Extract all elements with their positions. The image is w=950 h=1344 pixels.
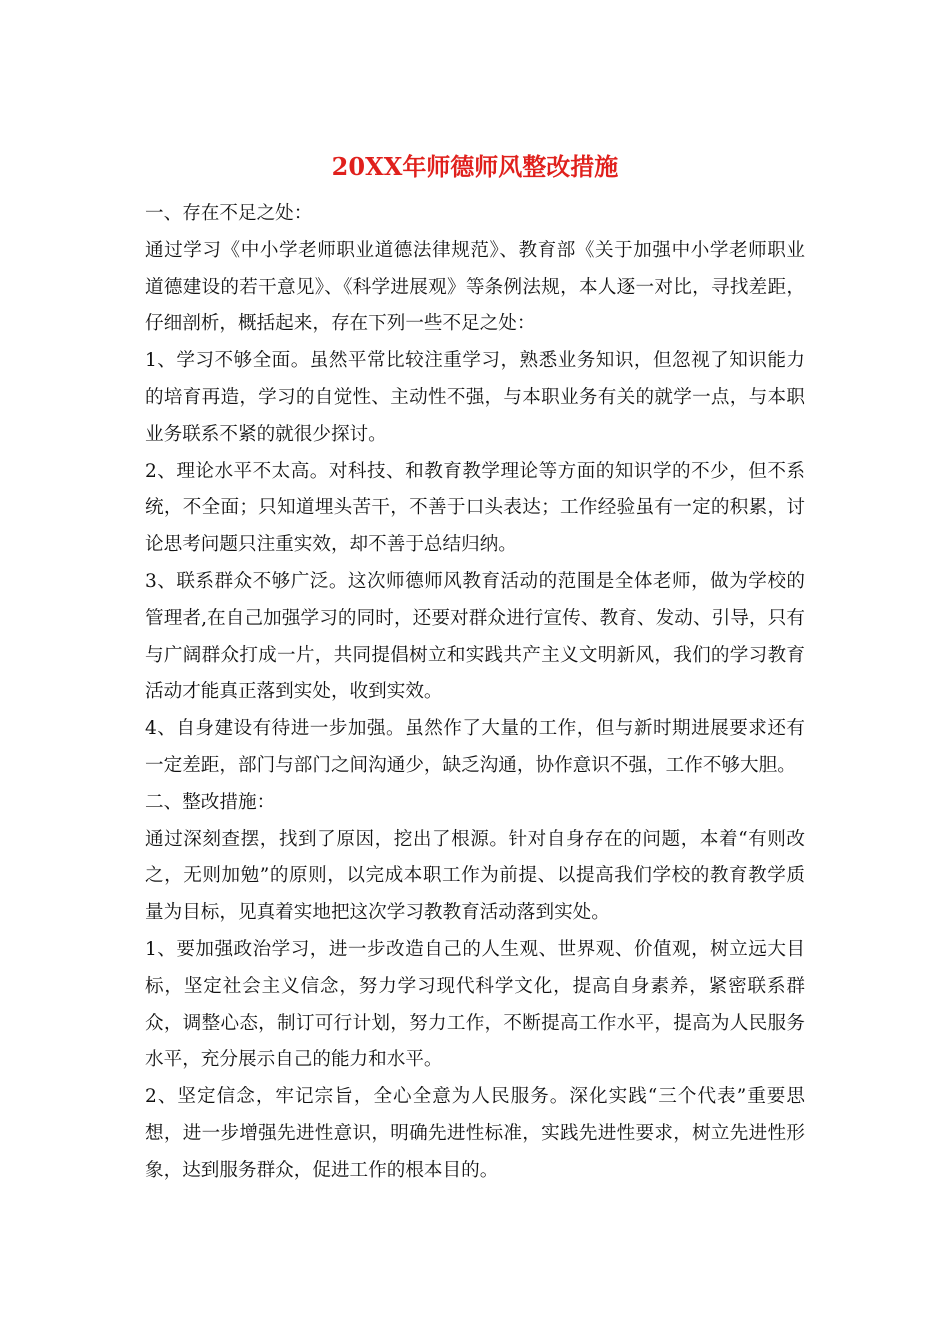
section-heading-measures: 二、整改措施： <box>145 791 276 813</box>
paragraph-item-3: 3、联系群众不够广泛。这次师德师风教育活动的范围是全体老师，做为学校的管理者,在自己加强学习的同时，还要对群众进行宣传、教育、发动、引导，只有与广阔群众打成一片，共同提倡树立和实践共产主义文明新风，我们的学习教育活动才能真正落到实处，收到实效。 <box>145 570 805 703</box>
paragraph-item-1: 1、学习不够全面。虽然平常比较注重学习，熟悉业务知识，但忽视了知识能力的培育再造，学习的自觉性、主动性不强，与本职业务有关的就学一点，与本职业务联系不紧的就很少探讨。 <box>145 350 805 445</box>
section-heading-shortcomings: 一、存在不足之处： <box>145 203 313 224</box>
document-title: 20XX年师德师风整改措施 <box>331 152 619 181</box>
paragraph-measure-2: 2、坚定信念，牢记宗旨，全心全意为人民服务。深化实践“三个代表”重要思想，进一步增强先进性意识，明确先进性标准，实践先进性要求，树立先进性形象，达到服务群众，促进工作的根本目的。 <box>145 1086 805 1181</box>
paragraph-item-2: 2、理论水平不太高。对科技、和教育教学理论等方面的知识学的不少，但不系统，不全面；只知道埋头苦干，不善于口头表达；工作经验虽有一定的积累，讨论思考问题只注重实效，却不善于总结归纳。 <box>145 460 805 556</box>
document-body <box>145 196 805 1190</box>
paragraph-intro: 通过学习《中小学老师职业道德法律规范》、教育部《关于加强中小学老师职业道德建设的若干意见》、《科学进展观》等条例法规，本人逐一对比，寻找差距，仔细剖析，概括起来，存在下列一些不足之处： <box>145 239 805 335</box>
paragraph-measures-intro: 通过深刻查摆，找到了原因，挖出了根源。针对自身存在的问题，本着“有则改之，无则加勉”的原则，以完成本职工作为前提、以提高我们学校的教育教学质量为目标，见真着实地把这次学习教教育活动落到实处。 <box>145 828 805 924</box>
paragraph-measure-1: 1、要加强政治学习，进一步改造自己的人生观、世界观、价值观，树立远大目标，坚定社会主义信念，努力学习现代科学文化，提高自身素养，紧密联系群众，调整心态，制订可行计划，努力工作，不断提高工作水平，提高为人民服务水平，充分展示自己的能力和水平。 <box>145 938 805 1071</box>
paragraph-item-4: 4、自身建设有待进一步加强。虽然作了大量的工作，但与新时期进展要求还有一定差距，部门与部门之间沟通少，缺乏沟通，协作意识不强，工作不够大胆。 <box>145 718 805 776</box>
